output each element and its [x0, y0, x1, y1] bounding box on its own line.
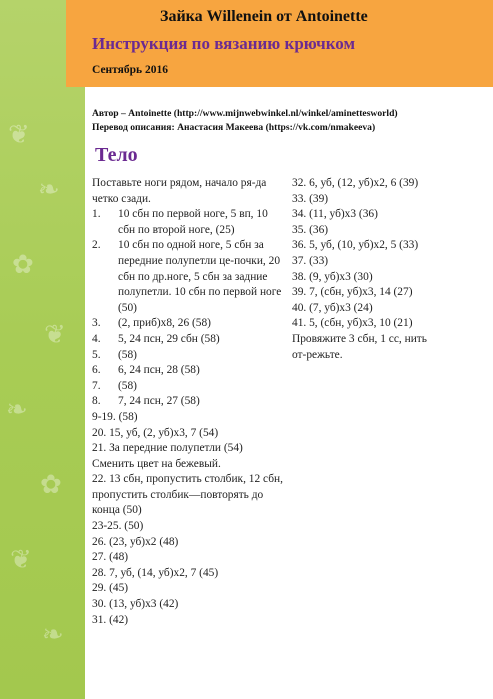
instruction-line: 20. 15, уб, (2, уб)х3, 7 (54): [92, 426, 219, 439]
leaf-icon: ✿: [40, 470, 62, 500]
numbered-row: [92, 207, 284, 238]
instruction-line: 40. (7, уб)х3 (24): [292, 301, 373, 314]
instruction-line: 22. 13 сбн, пропустить столбик, 12 сбн, пропустить столбик—повторять до конца (50): [92, 473, 283, 517]
instruction-line: 34. (11, уб)х3 (36): [292, 208, 378, 221]
numbered-row: [92, 379, 284, 395]
instruction-line: 9-19. (58): [92, 410, 138, 423]
instruction-line: 31. (42): [92, 613, 129, 626]
row-text: 10 сбн по первой ноге, 5 вп, 10 сбн по второй ноге, (25): [118, 208, 268, 236]
intro-text: Поставьте ноги рядом, начало ря-да четко сзади.: [92, 177, 267, 205]
numbered-row: [92, 332, 284, 348]
instruction-line: 27. (48): [92, 551, 129, 564]
row-number: 2.: [92, 239, 101, 252]
instruction-line: 33. (39): [292, 192, 329, 205]
row-number: 1.: [92, 208, 101, 221]
numbered-row: [92, 394, 284, 410]
leaf-icon: ❦: [8, 120, 30, 150]
instruction-line: 21. За передние полупетли (54): [92, 442, 243, 455]
leaf-icon: ❦: [44, 320, 66, 350]
row-text: 10 сбн по одной ноге, 5 сбн за передние полупетли це-почки, 20 сбн по др.ноге, 5 сбн за задние полупетли. 10 сбн по первой ноге (50): [118, 239, 282, 314]
leaf-icon: ❦: [10, 545, 32, 575]
decorative-side-strip: [0, 0, 85, 699]
document-subtitle: Инструкция по вязанию крючком: [92, 34, 356, 53]
row-text: 5, 24 псн, 29 сбн (58): [118, 332, 220, 345]
row-text: 6, 24 псн, 28 (58): [118, 364, 200, 377]
instruction-line: 32. 6, уб, (12, уб)х2, 6 (39): [292, 177, 419, 189]
numbered-row: [92, 363, 284, 379]
row-text: 7, 24 псн, 27 (58): [118, 395, 200, 408]
instruction-line: 29. (45): [92, 582, 129, 595]
row-text: (2, приб)х8, 26 (58): [118, 317, 211, 330]
row-number: 3.: [92, 317, 101, 330]
row-number: 8.: [92, 395, 101, 408]
row-text: (58): [118, 379, 137, 392]
row-number: 4.: [92, 332, 101, 345]
row-number: 6.: [92, 364, 101, 377]
instruction-line: 36. 5, уб, (10, уб)х2, 5 (33): [292, 239, 419, 252]
leaf-icon: ❧: [6, 395, 28, 425]
row-text: (58): [118, 348, 137, 361]
leaf-icon: ✿: [12, 250, 34, 280]
credits-block: [92, 107, 398, 135]
document-title: Зайка Willenein от Antoinette: [160, 8, 368, 25]
instruction-line: 35. (36): [292, 223, 329, 236]
instruction-line: 37. (33): [292, 254, 329, 267]
row-number: 7.: [92, 379, 101, 392]
closing-text: Провяжите 3 сбн, 1 сс, нить от-режьте.: [292, 332, 427, 361]
publication-date: Сентябрь 2016: [92, 64, 168, 76]
instruction-line: 30. (13, уб)х3 (42): [92, 598, 179, 611]
instruction-line: 39. 7, (сбн, уб)х3, 14 (27): [292, 286, 413, 299]
author-credit: Автор – Antoinette (http://www.mijnwebwinkel.nl/winkel/aminettesworld): [92, 108, 398, 119]
numbered-row: [92, 238, 284, 316]
leaf-icon: ❧: [42, 620, 64, 650]
instructions-left-column: [92, 176, 284, 628]
numbered-row: [92, 348, 284, 364]
instruction-line: 41. 5, (сбн, уб)х3, 10 (21): [292, 317, 413, 330]
instruction-line: Сменить цвет на бежевый.: [92, 457, 221, 470]
instruction-line: 28. 7, уб, (14, уб)х2, 7 (45): [92, 566, 219, 579]
instructions-right-column: [292, 176, 442, 363]
leaf-icon: ❧: [38, 175, 60, 205]
instruction-line: 26. (23, уб)х2 (48): [92, 535, 179, 548]
numbered-row: [92, 316, 284, 332]
section-heading: Тело: [95, 144, 138, 166]
instruction-line: 38. (9, уб)х3 (30): [292, 270, 373, 283]
translation-credit: Перевод описания: Анастасия Макеева (https://vk.com/nmakeeva): [92, 122, 376, 133]
instruction-line: 23-25. (50): [92, 520, 144, 533]
row-number: 5.: [92, 348, 101, 361]
